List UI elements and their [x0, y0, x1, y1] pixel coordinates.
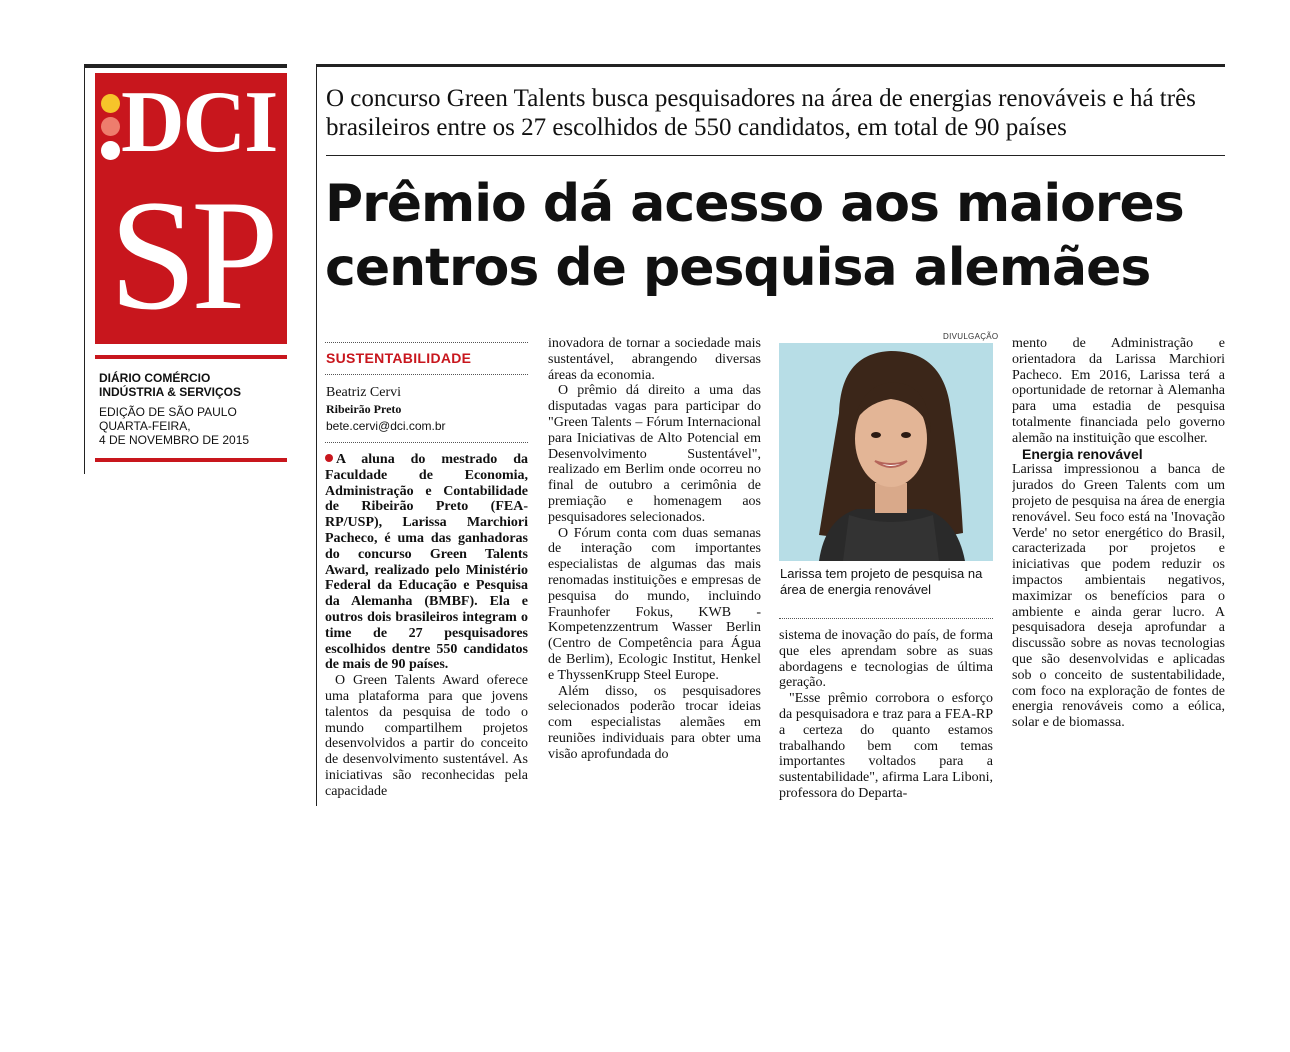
logo-dci-text: DCI — [121, 74, 277, 171]
edition-line: 4 DE NOVEMBRO DE 2015 — [99, 433, 250, 447]
lead-paragraph — [325, 452, 528, 673]
photo-credit: DIVULGAÇÃO — [943, 332, 999, 341]
body-paragraph: mento de Administração e orientadora da Larissa Marchiori Pacheco. Em 2016, Larissa terá a oportunidade de retornar à Alemanha para uma estadia de pesquisa totalmente financiada pelo governo alemão na instituição que escolher. — [1012, 336, 1225, 446]
logo-dot-pink — [101, 117, 120, 136]
edition-line: EDIÇÃO DE SÃO PAULO — [99, 405, 237, 419]
paper-name — [99, 371, 289, 399]
body-paragraph: O prêmio dá direito a uma das disputadas vagas para participar do "Green Talents – Fórum Internacional para Iniciativas de Alto Potencial em Desenvolvimento Sustentável", realizado em Berlim onde ocorreu no final de outubro a cerimônia de premiação e homenagem aos pesquisadores selecionados. — [548, 383, 761, 525]
article-vertical-rule — [316, 64, 317, 806]
masthead-red-rule-top — [95, 355, 287, 359]
author-email[interactable]: bete.cervi@dci.com.br — [326, 419, 446, 433]
body-paragraph: O Fórum conta com duas semanas de interação com importantes especialistas de algumas das mais renomadas instituições e empresas de pesquisa do mundo, incluindo Fraunhofer Fokus, KWB - Kompetenzzentrum Wasser Berlin (Centro de Competência para Água de Berlim), Ecologic Institut, Henkel e ThyssenKrupp Steel Europe. — [548, 525, 761, 683]
section-rule-top — [325, 342, 528, 343]
deck-rule — [326, 155, 1225, 156]
portrait-illustration — [779, 343, 993, 561]
body-paragraph: Larissa impressionou a banca de jurados do Green Talents com um projeto de pesquisa na área de energia renovável. Seu foco está na 'Inovação Verde' no setor energético do Brasil, caracterizada por projetos e iniciativas que podem reduzir os impactos ambientais negativos, maximizar os benefícios para o ambiente e ainda gerar lucro. A pesquisadora deseja aprofundar a discussão sobre as novas tecnologias que são desenvolvidas e aplicadas sob o conceito de sustentabilidade, com foco na exploração de fontes de energia renováveis como a eólica, solar e de biomassa. — [1012, 462, 1225, 731]
dci-sp-logo — [95, 73, 287, 344]
headline-line: centros de pesquisa alemães — [325, 238, 1151, 298]
subheading: Energia renovável — [1022, 445, 1143, 462]
headline-line: Prêmio dá acesso aos maiores — [325, 174, 1184, 234]
author-name: Beatriz Cervi — [326, 385, 402, 400]
logo-dot-yellow — [101, 94, 120, 113]
article-column-2 — [548, 336, 761, 806]
article-column-4 — [1012, 336, 1225, 806]
section-rule-bottom — [325, 374, 528, 375]
paper-name-line: DIÁRIO COMÉRCIO — [99, 371, 211, 385]
author-location: Ribeirão Preto — [326, 402, 402, 416]
paper-name-line: INDÚSTRIA & SERVIÇOS — [99, 385, 242, 399]
red-bullet-icon — [325, 454, 333, 462]
logo-dot-white — [101, 141, 120, 160]
byline-rule — [325, 442, 528, 443]
body-paragraph: Além disso, os pesquisadores selecionados poderão trocar ideias com especialistas alemães em reuniões individuais para obter uma visão aprofundada do — [548, 683, 761, 762]
edition-info — [99, 405, 289, 447]
body-paragraph: sistema de inovação do país, de forma que eles aprendam sobre as suas abordagens e tecnologias de última geração. — [779, 628, 993, 691]
article-deck: O concurso Green Talents busca pesquisadores na área de energias renováveis e há três brasileiros entre os 27 escolhidos de 550 candidatos, em total de 90 países — [326, 85, 1196, 141]
article-top-rule — [316, 64, 1225, 67]
caption-rule — [779, 618, 993, 619]
lead-text: A aluna do mestrado da Faculdade de Economia, Administração e Contabilidade de Ribeirão Preto (FEA-RP/USP), Larissa Marchiori Pacheco, é uma das ganhadoras do concurso Green Talents Award, realizado pelo Ministério Federal da Educação e Pesquisa da Alemanha (BMBF). Ela e outros dois brasileiros integram o time de 27 pesquisadores escolhidos dentre 550 candidatos de mais de 90 países. — [325, 452, 528, 673]
logo-sp-text: SP — [109, 168, 273, 343]
article-column-3 — [779, 628, 993, 806]
masthead-vertical-rule — [84, 64, 85, 474]
body-paragraph: inovadora de tornar a sociedade mais sustentável, abrangendo diversas áreas da economia. — [548, 336, 761, 383]
article-headline — [325, 172, 1230, 300]
article-column-1 — [325, 452, 528, 806]
body-paragraph: O Green Talents Award oferece uma plataforma para que jovens talentos da pesquisa de todo o mundo compartilhem projetos desenvolvidos a partir do conceito de desenvolvimento sustentável. As iniciativas são reconhecidas pela capacidade — [325, 673, 528, 799]
portrait-photo — [779, 343, 993, 561]
masthead-top-rule — [84, 64, 287, 68]
photo-caption: Larissa tem projeto de pesquisa na área de energia renovável — [780, 566, 983, 597]
masthead-red-rule-bottom — [95, 458, 287, 462]
body-paragraph: "Esse prêmio corrobora o esforço da pesquisadora e traz para a FEA-RP a certeza do quanto estamos trabalhando bem com temas importantes voltados para a sustentabilidade", afirma Lara Liboni, professora do Departa- — [779, 691, 993, 801]
section-label: SUSTENTABILIDADE — [326, 350, 472, 366]
edition-line: QUARTA-FEIRA, — [99, 419, 191, 433]
